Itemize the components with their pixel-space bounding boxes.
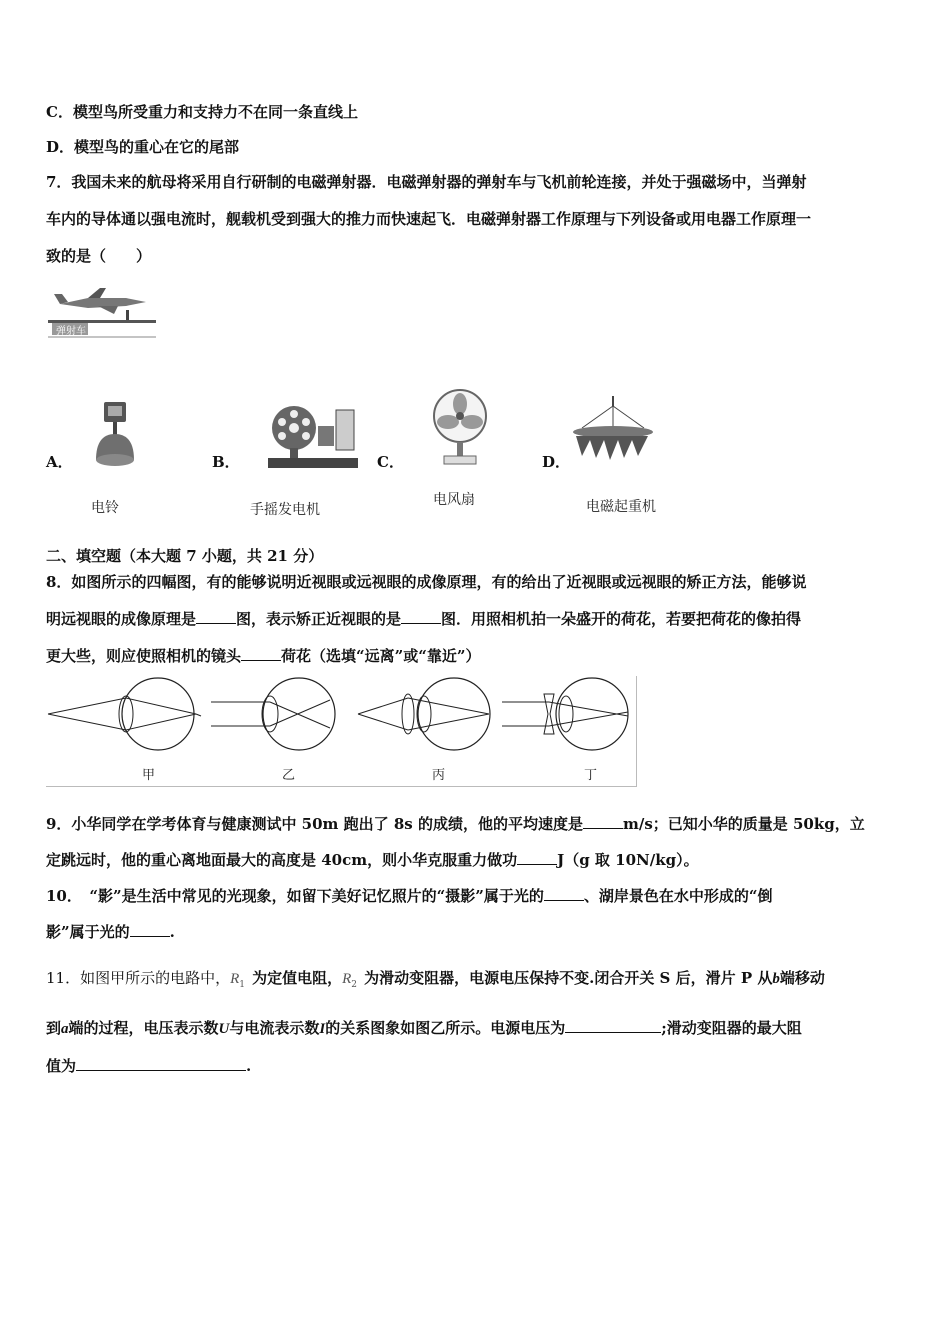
section-heading: 二、填空题（本大题 7 小题，共 21 分） xyxy=(46,547,324,565)
q11-text: 为滑动变阻器，电源电压保持不变.闭合开关 S 后，滑片 P 从 xyxy=(364,969,773,987)
q8-line3 xyxy=(46,646,481,666)
q6-option-d: D．模型鸟的重心在它的尾部 xyxy=(46,138,240,156)
q11-text: ;滑动变阻器的最大阻 xyxy=(661,1019,802,1037)
r2-letter: R xyxy=(342,971,352,987)
option-a-caption: 电铃 xyxy=(91,500,119,516)
eye-label-yi: 乙 xyxy=(282,768,296,783)
q11-line1 xyxy=(46,968,825,995)
q10-text: 10． “影”是生活中常见的光现象，如留下美好记忆照片的“摄影”属于光的 xyxy=(46,887,544,905)
q8-text: 明远视眼的成像原理是 xyxy=(46,610,197,628)
q8-text: 更大些，则应使照相机的镜头 xyxy=(46,647,242,665)
electromagnetic-crane-icon xyxy=(568,394,658,474)
q10-text: . xyxy=(169,923,175,941)
option-c-letter: C． xyxy=(377,453,404,471)
q11-text: 到 xyxy=(46,1019,62,1037)
eye-diagram-yi xyxy=(211,678,335,750)
q8-text: 荷花（选填“远离”或“靠近”） xyxy=(281,647,481,665)
answer-blank[interactable] xyxy=(196,609,236,624)
q9-line2 xyxy=(46,850,699,870)
q9-text: 定跳远时，他的重心离地面最大的高度是 40cm，则小华克服重力做功 xyxy=(46,851,518,869)
q9-text: m/s；已知小华的质量是 50kg，立 xyxy=(622,815,865,833)
q11-text: 与电流表示数 xyxy=(229,1019,320,1037)
eye-diagram-jia xyxy=(48,678,201,750)
answer-blank[interactable] xyxy=(401,609,441,624)
option-d-caption: 电磁起重机 xyxy=(586,499,656,515)
r2-symbol xyxy=(342,968,364,995)
eye-label-bing: 丙 xyxy=(432,768,446,783)
r1-subscript: 1 xyxy=(239,980,245,990)
q8-line1: 8．如图所示的四幅图，有的能够说明近视眼或远视眼的成像原理，有的给出了近视眼或远视眼的矫正方法，能够说 xyxy=(46,573,807,591)
u-symbol: U xyxy=(218,1021,230,1037)
q11-text: 为定值电阻， xyxy=(252,969,343,987)
q11-text: 端移动 xyxy=(779,969,825,987)
catapult-label: 弹射车 xyxy=(56,326,86,337)
answer-blank[interactable] xyxy=(517,850,557,865)
q10-text: 影”属于光的 xyxy=(46,923,130,941)
q9-text: 9．小华同学在学考体育与健康测试中 50m 跑出了 8s 的成绩，他的平均速度是 xyxy=(46,815,583,833)
q10-text: 、湖岸景色在水中形成的“倒 xyxy=(583,887,773,905)
option-b-letter: B． xyxy=(212,453,240,471)
eye-diagram-bing xyxy=(358,678,490,750)
q7-line1: 7．我国未来的航母将采用自行研制的电磁弹射器．电磁弹射器的弹射车与飞机前轮连接，并处于强磁场中，当弹射 xyxy=(46,173,807,191)
answer-blank[interactable] xyxy=(130,922,170,937)
q9-text: J（g 取 10N/kg）。 xyxy=(557,851,699,869)
electric-fan-icon xyxy=(428,388,492,472)
option-d-letter: D． xyxy=(542,453,571,471)
q11-text: 的关系图象如图乙所示。电源电压为 xyxy=(325,1019,566,1037)
eye-diagrams xyxy=(46,676,637,787)
electric-bell-icon xyxy=(90,400,140,480)
eye-diagram-ding xyxy=(502,678,628,750)
answer-blank[interactable] xyxy=(565,1018,661,1033)
r1-symbol xyxy=(230,968,252,995)
r2-subscript: 2 xyxy=(351,980,358,990)
answer-blank[interactable] xyxy=(76,1056,246,1071)
answer-blank[interactable] xyxy=(544,886,584,901)
q10-line1 xyxy=(46,886,773,906)
b-end-symbol: b xyxy=(772,971,780,987)
q11-text: 值为 xyxy=(46,1057,77,1075)
q11-text: 11．如图甲所示的电路中， xyxy=(46,969,231,987)
hand-generator-icon xyxy=(264,400,360,480)
answer-blank[interactable] xyxy=(583,814,623,829)
q11-line3 xyxy=(46,1056,251,1076)
q8-line2 xyxy=(46,609,801,629)
option-a-letter: A． xyxy=(46,453,73,471)
option-c-caption: 电风扇 xyxy=(433,492,475,508)
i-symbol: I xyxy=(319,1021,326,1037)
q11-text: 端的过程，电压表示数 xyxy=(68,1019,219,1037)
option-b-caption: 手摇发电机 xyxy=(250,502,320,518)
r1-letter: R xyxy=(230,971,240,987)
q7-line2: 车内的导体通以强电流时，舰载机受到强大的推力而快速起飞．电磁弹射器工作原理与下列设备或用电器工作原理一 xyxy=(46,210,812,228)
q8-text: 图．用照相机拍一朵盛开的荷花，若要把荷花的像拍得 xyxy=(441,610,802,628)
q11-line2 xyxy=(46,1018,802,1039)
catapult-figure xyxy=(48,282,158,342)
q6-option-c: C．模型鸟所受重力和支持力不在同一条直线上 xyxy=(46,103,358,121)
q10-line2 xyxy=(46,922,175,942)
a-end-symbol: a xyxy=(61,1021,69,1037)
eye-label-jia: 甲 xyxy=(142,768,156,783)
eye-label-ding: 丁 xyxy=(584,768,598,783)
answer-blank[interactable] xyxy=(241,646,281,661)
q7-line3: 致的是（ ） xyxy=(46,247,152,265)
q8-text: 图，表示矫正近视眼的是 xyxy=(236,610,402,628)
q9-line1 xyxy=(46,814,865,834)
q11-text: . xyxy=(246,1057,252,1075)
